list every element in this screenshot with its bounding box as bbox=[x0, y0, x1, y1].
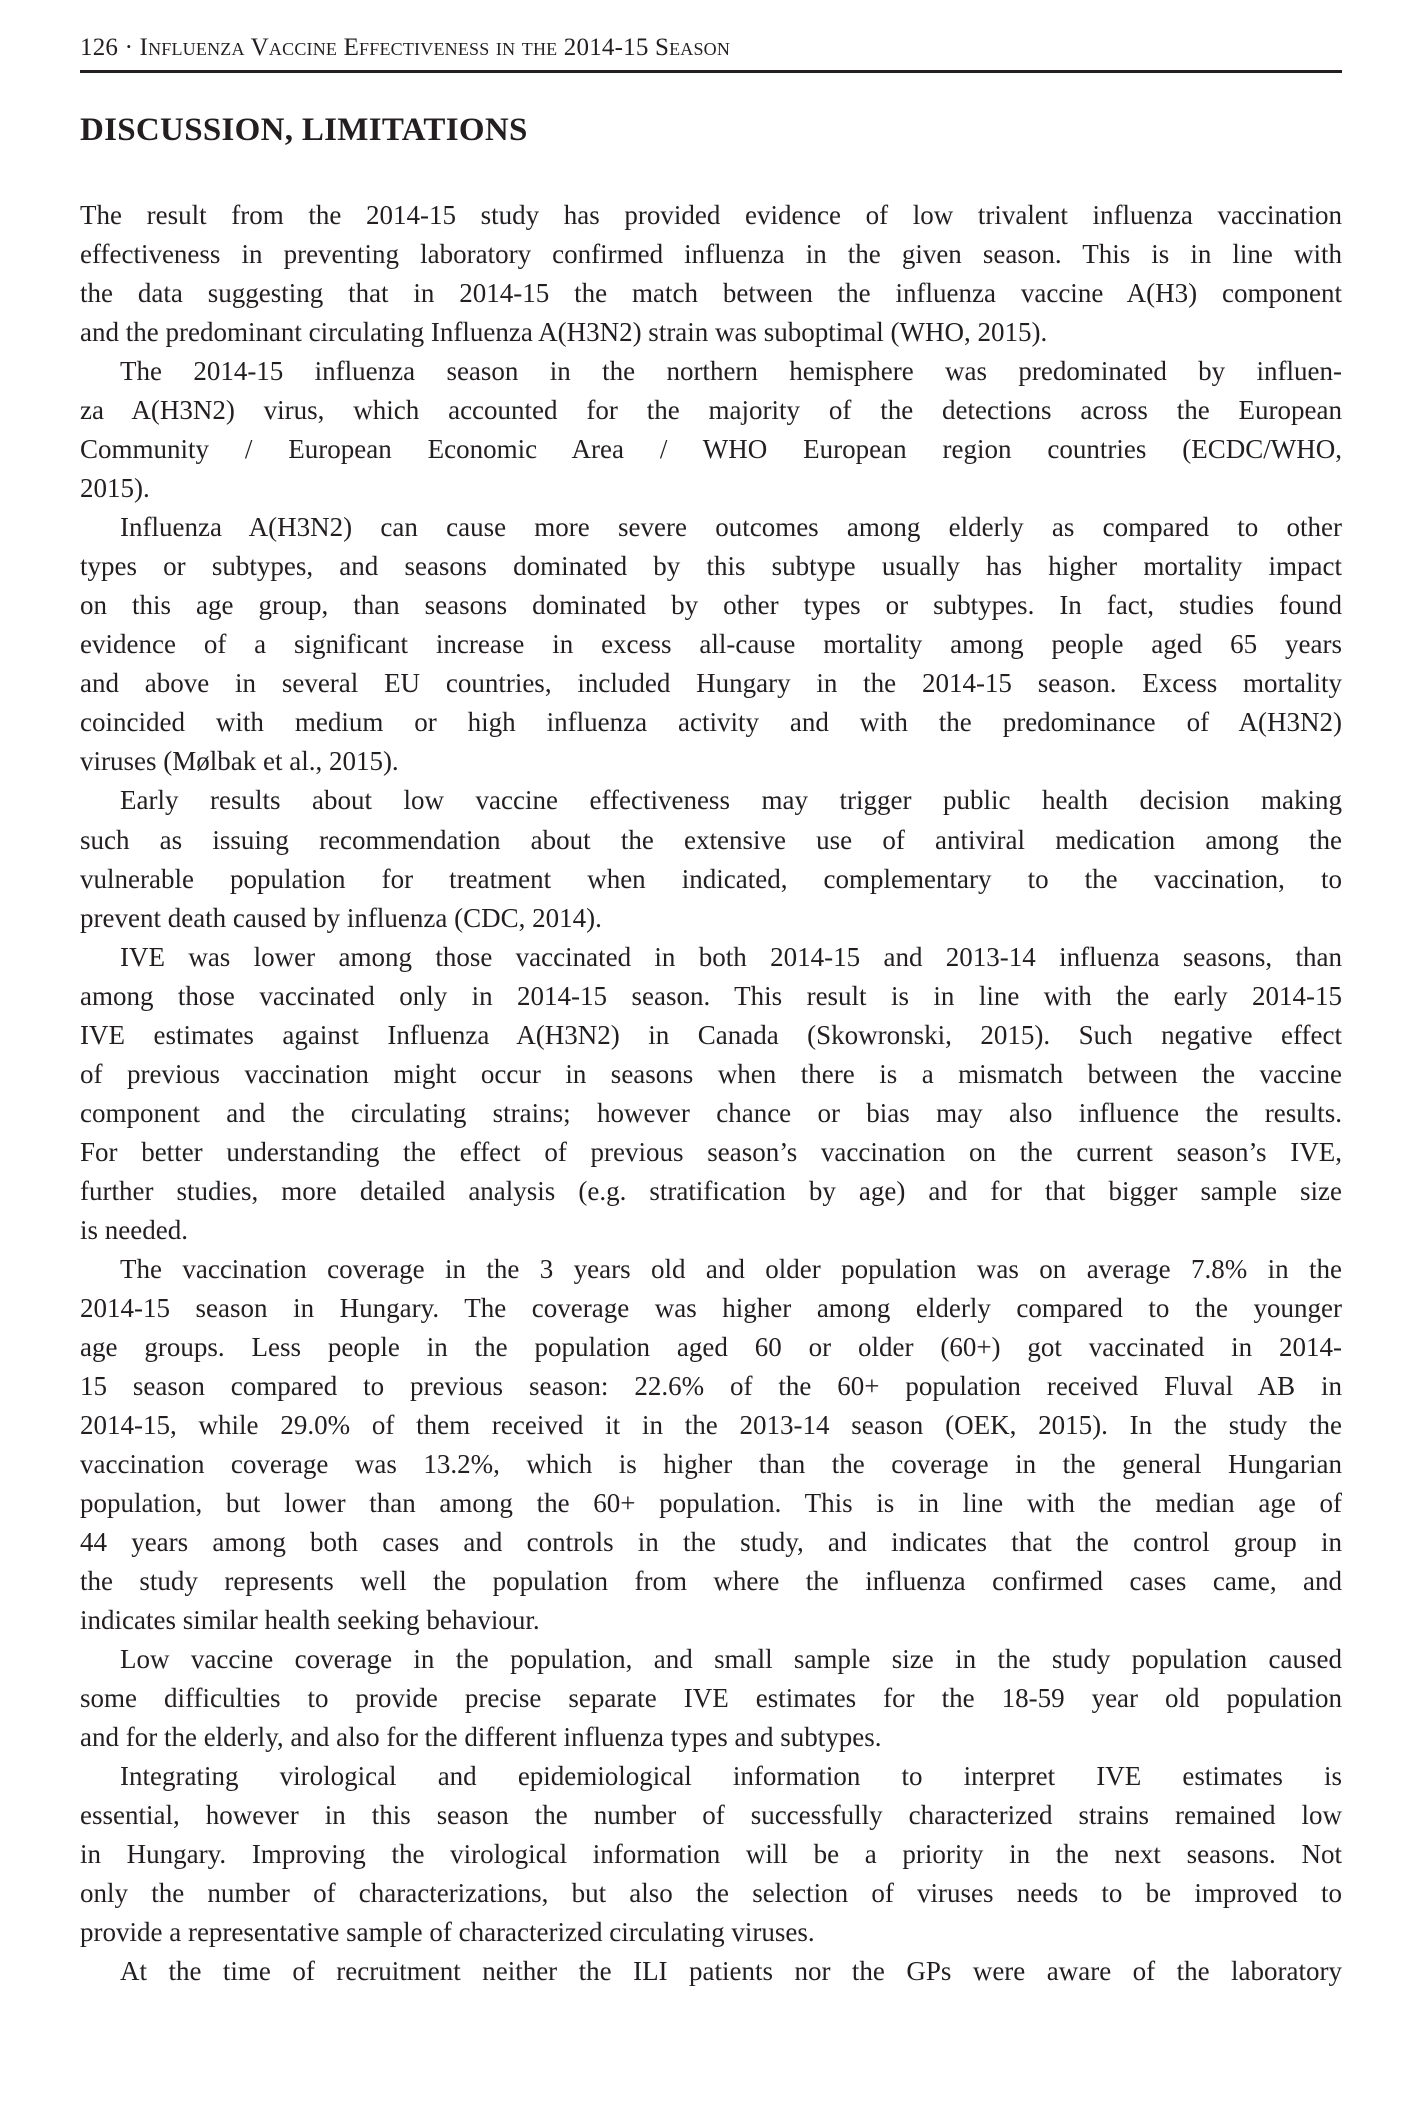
text-line: further studies, more detailed analysis (e.g. stratification by age) and for that bigger sample size bbox=[80, 1175, 1342, 1206]
text-line: of previous vaccination might occur in seasons when there is a mismatch between the vaccine bbox=[80, 1058, 1342, 1089]
text-line: vulnerable population for treatment when indicated, complementary to the vaccination, to bbox=[80, 863, 1342, 894]
paragraph bbox=[80, 781, 1342, 937]
text-line: Integrating virological and epidemiological information to interpret IVE estimates is bbox=[120, 1761, 1342, 1792]
text-line: population, but lower than among the 60+ population. This is in line with the median age of bbox=[80, 1488, 1342, 1519]
text-line: The result from the 2014-15 study has provided evidence of low trivalent influenza vaccination bbox=[80, 200, 1342, 230]
text-line: Early results about low vaccine effectiveness may trigger public health decision making bbox=[120, 785, 1342, 816]
text-line: For better understanding the effect of previous season’s vaccination on the current season’s IVE, bbox=[80, 1136, 1342, 1167]
text-line: effectiveness in preventing laboratory confirmed influenza in the given season. This is in line with bbox=[80, 239, 1342, 270]
text-line: viruses (Mølbak et al., 2015). bbox=[80, 746, 399, 777]
header-rule bbox=[80, 70, 1342, 73]
paragraph bbox=[80, 1640, 1342, 1757]
text-line: some difficulties to provide precise separate IVE estimates for the 18-59 year old population bbox=[80, 1683, 1342, 1714]
text-line: IVE was lower among those vaccinated in both 2014-15 and 2013-14 influenza seasons, than bbox=[120, 941, 1342, 972]
paragraph bbox=[80, 1952, 1342, 1991]
text-line: za A(H3N2) virus, which accounted for the majority of the detections across the European bbox=[80, 395, 1342, 426]
running-title: Influenza Vaccine Effectiveness in the 2014-15 Season bbox=[139, 34, 731, 61]
text-line: component and the circulating strains; however chance or bias may also influence the results. bbox=[80, 1097, 1342, 1128]
text-line: evidence of a significant increase in excess all-cause mortality among people aged 65 years bbox=[80, 629, 1342, 660]
text-line: such as issuing recommendation about the extensive use of antiviral medication among the bbox=[80, 824, 1342, 855]
running-header bbox=[80, 34, 730, 62]
paragraph bbox=[80, 1250, 1342, 1640]
text-line: At the time of recruitment neither the ILI patients nor the GPs were aware of the laboratory bbox=[120, 1956, 1342, 1987]
text-line: on this age group, than seasons dominated by other types or subtypes. In fact, studies found bbox=[80, 590, 1342, 621]
text-line: IVE estimates against Influenza A(H3N2) in Canada (Skowronski, 2015). Such negative effect bbox=[80, 1019, 1342, 1050]
text-line: the data suggesting that in 2014-15 the match between the influenza vaccine A(H3) component bbox=[80, 278, 1342, 309]
text-line: the study represents well the population from where the influenza confirmed cases came, and bbox=[80, 1566, 1342, 1597]
text-line: Community / European Economic Area / WHO European region countries (ECDC/WHO, bbox=[80, 434, 1342, 465]
text-line: and the predominant circulating Influenza A(H3N2) strain was suboptimal (WHO, 2015). bbox=[80, 317, 1048, 348]
header-separator: · bbox=[124, 34, 134, 61]
text-line: types or subtypes, and seasons dominated by this subtype usually has higher mortality impact bbox=[80, 551, 1342, 582]
section-heading: DISCUSSION, LIMITATIONS bbox=[80, 112, 528, 148]
text-line: only the number of characterizations, but also the selection of viruses needs to be improved to bbox=[80, 1878, 1342, 1909]
text-line: and above in several EU countries, included Hungary in the 2014-15 season. Excess mortality bbox=[80, 668, 1342, 699]
page-number: 126 bbox=[80, 34, 119, 61]
text-line: and for the elderly, and also for the different influenza types and subtypes. bbox=[80, 1722, 882, 1753]
text-line: prevent death caused by influenza (CDC, 2014). bbox=[80, 902, 602, 933]
text-line: provide a representative sample of characterized circulating viruses. bbox=[80, 1917, 815, 1948]
text-line: essential, however in this season the number of successfully characterized strains remained low bbox=[80, 1800, 1342, 1831]
text-line: Low vaccine coverage in the population, and small sample size in the study population caused bbox=[120, 1644, 1342, 1675]
text-line: among those vaccinated only in 2014-15 season. This result is in line with the early 2014-15 bbox=[80, 980, 1342, 1011]
text-line: in Hungary. Improving the virological information will be a priority in the next seasons. Not bbox=[80, 1839, 1342, 1870]
text-line: 44 years among both cases and controls in the study, and indicates that the control group in bbox=[80, 1527, 1342, 1558]
paragraph bbox=[80, 196, 1342, 352]
text-line: 15 season compared to previous season: 22.6% of the 60+ population received Fluval AB in bbox=[80, 1370, 1342, 1401]
text-line: indicates similar health seeking behaviour. bbox=[80, 1605, 540, 1636]
text-line: Influenza A(H3N2) can cause more severe outcomes among elderly as compared to other bbox=[120, 512, 1342, 543]
paragraph bbox=[80, 1757, 1342, 1952]
text-line: coincided with medium or high influenza activity and with the predominance of A(H3N2) bbox=[80, 707, 1342, 738]
text-line: 2014-15, while 29.0% of them received it in the 2013-14 season (OEK, 2015). In the study the bbox=[80, 1409, 1342, 1440]
text-line: 2014-15 season in Hungary. The coverage was higher among elderly compared to the younger bbox=[80, 1292, 1342, 1323]
paragraph bbox=[80, 508, 1342, 781]
text-line: 2015). bbox=[80, 473, 150, 504]
paragraph bbox=[80, 352, 1342, 508]
paragraph bbox=[80, 938, 1342, 1250]
text-line: age groups. Less people in the population aged 60 or older (60+) got vaccinated in 2014- bbox=[80, 1331, 1342, 1362]
text-line: The 2014-15 influenza season in the northern hemisphere was predominated by influen- bbox=[120, 356, 1342, 387]
text-line: vaccination coverage was 13.2%, which is higher than the coverage in the general Hungarian bbox=[80, 1449, 1342, 1479]
text-line: is needed. bbox=[80, 1214, 188, 1245]
text-line: The vaccination coverage in the 3 years old and older population was on average 7.8% in the bbox=[120, 1253, 1342, 1284]
body-text bbox=[80, 196, 1342, 1991]
